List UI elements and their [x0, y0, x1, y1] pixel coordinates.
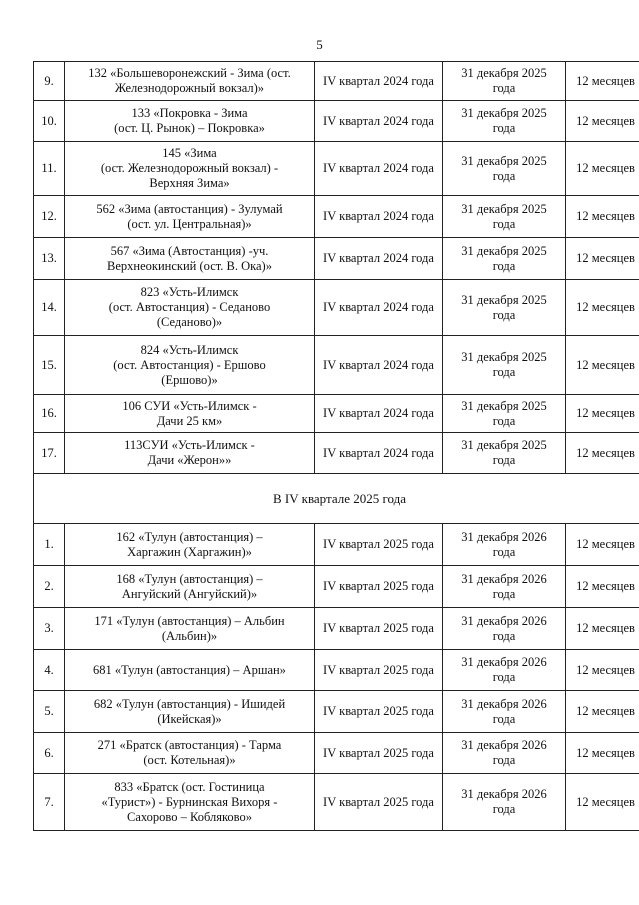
start-period-cell: IV квартал 2024 года — [315, 196, 443, 238]
table-row — [34, 62, 639, 101]
row-number-cell: 5. — [34, 691, 65, 733]
route-cell — [65, 196, 315, 238]
end-date-cell-line: года — [492, 258, 516, 273]
end-date-cell-line: года — [492, 453, 516, 467]
row-number-cell: 16. — [34, 395, 65, 433]
route-cell — [65, 608, 315, 650]
row-number-cell: 15. — [34, 336, 65, 395]
route-cell — [65, 433, 315, 474]
route-cell-line: Железнодорожный вокзал)» — [114, 81, 265, 95]
end-date-cell-line: 31 декабря 2025 — [461, 106, 547, 120]
duration-cell: 12 месяцев — [566, 433, 639, 474]
row-number-cell: 7. — [34, 774, 65, 831]
end-date-cell — [443, 336, 566, 395]
end-date-cell-line: года — [492, 586, 516, 601]
end-date-cell — [443, 142, 566, 196]
end-date-cell-line: 31 декабря 2025 — [461, 66, 547, 80]
row-number-cell: 6. — [34, 733, 65, 774]
route-cell-line: Сахорово – Кобляково» — [127, 809, 252, 824]
start-period-cell: IV квартал 2025 года — [315, 524, 443, 566]
route-cell-line: 271 «Братск (автостанция) - Тарма — [97, 738, 282, 752]
end-date-cell — [443, 608, 566, 650]
start-period-cell: IV квартал 2025 года — [315, 566, 443, 608]
end-date-cell — [443, 238, 566, 280]
route-cell-line: 171 «Тулун (автостанция) – Альбин — [94, 613, 285, 628]
route-cell-line: (ост. Автостанция) - Седаново — [108, 300, 271, 314]
end-date-cell-line: 31 декабря 2026 — [461, 655, 547, 669]
end-date-cell — [443, 566, 566, 608]
route-cell-line: (ост. Ц. Рынок) – Покровка» — [114, 121, 265, 135]
table-row — [34, 101, 639, 142]
route-cell-line: (ост. ул. Центральная)» — [127, 216, 252, 231]
end-date-cell-line: года — [492, 413, 516, 428]
start-period-cell: IV квартал 2025 года — [315, 608, 443, 650]
end-date-cell — [443, 733, 566, 774]
end-date-cell-line: года — [492, 216, 516, 231]
row-number-cell: 17. — [34, 433, 65, 474]
table-row — [34, 691, 639, 733]
route-cell-line: Дачи 25 км» — [156, 413, 223, 428]
end-date-cell-line: 31 декабря 2026 — [461, 696, 547, 711]
duration-cell: 12 месяцев — [566, 142, 639, 196]
start-period-cell: IV квартал 2025 года — [315, 774, 443, 831]
route-cell — [65, 395, 315, 433]
end-date-cell-line: года — [492, 670, 516, 684]
table-row — [34, 733, 639, 774]
route-cell-line: 682 «Тулун (автостанция) - Ишидей — [93, 696, 286, 711]
table-row — [34, 238, 639, 280]
start-period-cell: IV квартал 2024 года — [315, 62, 443, 101]
route-cell — [65, 62, 315, 101]
route-cell-line: (ост. Железнодорожный вокзал) - — [100, 161, 279, 175]
row-number-cell: 10. — [34, 101, 65, 142]
end-date-cell-line: года — [492, 628, 516, 643]
route-cell — [65, 101, 315, 142]
duration-cell: 12 месяцев — [566, 691, 639, 733]
route-cell-line: (ост. Автостанция) - Ершово — [113, 357, 266, 372]
end-date-cell-line: года — [492, 753, 516, 767]
route-cell-line: 145 «Зима — [162, 146, 217, 160]
section-2025 — [34, 474, 639, 524]
end-date-cell — [443, 280, 566, 336]
start-period-cell: IV квартал 2024 года — [315, 395, 443, 433]
table-row — [34, 280, 639, 336]
table-row — [34, 196, 639, 238]
end-date-cell-line: года — [492, 365, 516, 379]
start-period-cell: IV квартал 2024 года — [315, 238, 443, 280]
start-period-cell: IV квартал 2024 года — [315, 336, 443, 395]
start-period-cell: IV квартал 2025 года — [315, 691, 443, 733]
route-cell-line: «Турист») - Бурнинская Вихоря - — [101, 794, 278, 809]
end-date-cell — [443, 691, 566, 733]
end-date-cell — [443, 196, 566, 238]
duration-cell: 12 месяцев — [566, 101, 639, 142]
route-cell-line: 823 «Усть-Илимск — [140, 285, 239, 299]
end-date-cell-line: года — [492, 121, 516, 135]
route-cell — [65, 774, 315, 831]
route-cell-line: 681 «Тулун (автостанция) – Аршан» — [93, 662, 286, 677]
duration-cell: 12 месяцев — [566, 774, 639, 831]
rows-2025 — [34, 524, 639, 831]
row-number-cell: 11. — [34, 142, 65, 196]
duration-cell: 12 месяцев — [566, 395, 639, 433]
end-date-cell — [443, 101, 566, 142]
end-date-cell — [443, 774, 566, 831]
start-period-cell: IV квартал 2025 года — [315, 733, 443, 774]
route-cell-line: 106 СУИ «Усть-Илимск - — [122, 398, 257, 413]
table-row — [34, 524, 639, 566]
route-cell — [65, 280, 315, 336]
route-cell-line: (Икейская)» — [157, 711, 222, 726]
end-date-cell-line: 31 декабря 2025 — [461, 438, 547, 452]
route-cell-line: (Ершово)» — [161, 372, 218, 387]
start-period-cell: IV квартал 2024 года — [315, 142, 443, 196]
route-cell-line: Дачи «Жерон»» — [147, 453, 232, 467]
section-header-row — [34, 474, 639, 524]
row-number-cell: 1. — [34, 524, 65, 566]
duration-cell: 12 месяцев — [566, 196, 639, 238]
route-cell — [65, 238, 315, 280]
row-number-cell: 13. — [34, 238, 65, 280]
row-number-cell: 9. — [34, 62, 65, 101]
route-cell-line: (ост. Котельная)» — [143, 753, 236, 767]
start-period-cell: IV квартал 2024 года — [315, 280, 443, 336]
duration-cell: 12 месяцев — [566, 566, 639, 608]
start-period-cell: IV квартал 2025 года — [315, 650, 443, 691]
duration-cell: 12 месяцев — [566, 733, 639, 774]
route-cell — [65, 142, 315, 196]
start-period-cell: IV квартал 2024 года — [315, 433, 443, 474]
end-date-cell-line: года — [492, 81, 516, 95]
end-date-cell-line: года — [492, 307, 516, 322]
end-date-cell-line: года — [492, 544, 516, 559]
route-cell-line: Харгажин (Харгажин)» — [127, 544, 252, 559]
end-date-cell — [443, 395, 566, 433]
route-cell-line: (Альбин)» — [161, 628, 218, 643]
table-row — [34, 566, 639, 608]
end-date-cell — [443, 524, 566, 566]
page-number: 5 — [316, 37, 323, 52]
route-cell-line: Верхнеокинский (ост. В. Ока)» — [107, 258, 272, 273]
duration-cell: 12 месяцев — [566, 608, 639, 650]
duration-cell: 12 месяцев — [566, 650, 639, 691]
table-row — [34, 142, 639, 196]
route-cell-line: 133 «Покровка - Зима — [131, 106, 248, 120]
end-date-cell-line: года — [492, 711, 516, 726]
duration-cell: 12 месяцев — [566, 280, 639, 336]
table-row — [34, 650, 639, 691]
duration-cell: 12 месяцев — [566, 524, 639, 566]
end-date-cell-line: 31 декабря 2025 — [461, 350, 547, 364]
end-date-cell-line: года — [492, 168, 516, 183]
route-cell — [65, 566, 315, 608]
row-number-cell: 4. — [34, 650, 65, 691]
end-date-cell-line: 31 декабря 2026 — [461, 571, 547, 586]
row-number-cell: 12. — [34, 196, 65, 238]
end-date-cell-line: 31 декабря 2025 — [461, 153, 547, 168]
start-period-cell: IV квартал 2024 года — [315, 101, 443, 142]
end-date-cell-line: года — [492, 802, 516, 816]
rows-2024 — [34, 62, 639, 474]
section-title: В IV квартале 2025 года — [34, 474, 639, 524]
route-cell-line: 113СУИ «Усть-Илимск - — [124, 438, 255, 452]
route-cell-line: 824 «Усть-Илимск — [140, 342, 239, 357]
end-date-cell — [443, 62, 566, 101]
route-cell-line: 567 «Зима (Автостанция) -уч. — [110, 243, 269, 258]
route-cell — [65, 336, 315, 395]
route-cell — [65, 691, 315, 733]
route-cell-line: 162 «Тулун (автостанция) – — [116, 529, 263, 544]
end-date-cell — [443, 650, 566, 691]
table-row — [34, 433, 639, 474]
end-date-cell-line: 31 декабря 2026 — [461, 529, 547, 544]
end-date-cell-line: 31 декабря 2025 — [461, 243, 547, 258]
end-date-cell-line: 31 декабря 2025 — [461, 398, 547, 413]
table-row — [34, 395, 639, 433]
route-cell-line: 168 «Тулун (автостанция) – — [116, 571, 263, 586]
route-cell — [65, 733, 315, 774]
route-cell-line: (Седаново)» — [156, 315, 223, 329]
route-cell — [65, 650, 315, 691]
route-cell-line: Ангуйский (Ангуйский)» — [121, 586, 258, 601]
table-row — [34, 608, 639, 650]
end-date-cell-line: 31 декабря 2025 — [461, 201, 547, 216]
end-date-cell-line: 31 декабря 2026 — [461, 613, 547, 628]
end-date-cell — [443, 433, 566, 474]
duration-cell: 12 месяцев — [566, 238, 639, 280]
route-schedule-table — [33, 61, 639, 831]
end-date-cell-line: 31 декабря 2025 — [461, 292, 547, 307]
end-date-cell-line: 31 декабря 2026 — [461, 738, 547, 752]
table-row — [34, 336, 639, 395]
duration-cell: 12 месяцев — [566, 336, 639, 395]
route-cell-line: 833 «Братск (ост. Гостиница — [114, 779, 265, 794]
row-number-cell: 3. — [34, 608, 65, 650]
end-date-cell-line: 31 декабря 2026 — [461, 787, 547, 801]
table-row — [34, 774, 639, 831]
row-number-cell: 14. — [34, 280, 65, 336]
route-cell-line: Верхняя Зима» — [149, 176, 230, 190]
route-cell — [65, 524, 315, 566]
route-cell-line: 132 «Большеворонежский - Зима (ост. — [88, 66, 291, 80]
route-cell-line: 562 «Зима (автостанция) - Зулумай — [96, 201, 283, 216]
row-number-cell: 2. — [34, 566, 65, 608]
duration-cell: 12 месяцев — [566, 62, 639, 101]
